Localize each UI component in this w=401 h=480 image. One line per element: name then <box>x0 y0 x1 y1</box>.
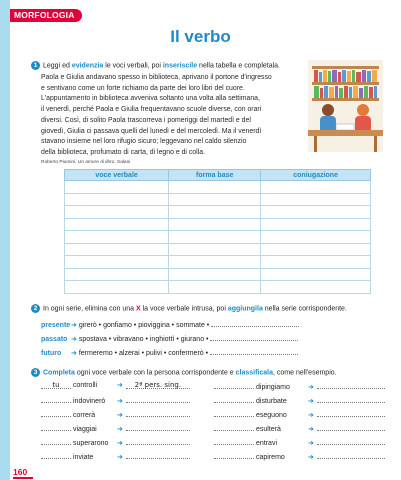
arrow-icon: ➜ <box>117 440 123 447</box>
exercise-number: 3 <box>31 368 40 377</box>
passage-source: Roberto Piumini, Un amore di libro, Salani <box>41 160 131 165</box>
classification-blank[interactable] <box>317 395 385 403</box>
person-blank[interactable] <box>41 395 71 403</box>
arrow-icon: ➜ <box>71 322 77 329</box>
verb-row-left <box>41 381 190 389</box>
person-blank[interactable] <box>41 409 71 417</box>
passage-line: L'appuntamento in biblioteca avveniva soltanto una volta alla settimana, <box>41 95 260 103</box>
person-blank[interactable] <box>41 451 71 459</box>
library-illustration <box>308 60 383 152</box>
table-cell[interactable] <box>169 268 261 281</box>
series-row-presente: presente➜ girerò • gonfiamo • pioviggina • sommate • <box>41 320 299 329</box>
table-cell[interactable] <box>169 256 261 269</box>
exercise-3-instruction: 3 Completa ogni voce verbale con la persona corrispondente e classificala, come nell'esempio. <box>31 368 337 377</box>
person-blank[interactable] <box>41 437 71 445</box>
table-row <box>65 268 371 281</box>
exercise-2-instruction: 2 In ogni serie, elimina con una X la voce verbale intrusa, poi aggiungila nella serie corrispondente. <box>31 304 347 313</box>
table-cell[interactable] <box>261 181 371 194</box>
arrow-icon: ➜ <box>308 398 314 405</box>
passage-line: il venerdì, perché Paola e Giulia frequentavano scuole diverse, con orari <box>41 106 262 114</box>
classification-blank[interactable] <box>317 381 385 389</box>
verb-row-left <box>41 409 190 419</box>
classification-blank[interactable] <box>126 423 190 431</box>
table-cell[interactable] <box>65 281 169 294</box>
verb-row-left <box>41 395 190 405</box>
verb-table <box>64 169 371 294</box>
table-cell[interactable] <box>169 281 261 294</box>
verb-row-right <box>214 437 385 447</box>
verb-row-right <box>214 423 385 433</box>
column-header: forma base <box>169 170 261 181</box>
verb-row-right <box>214 381 385 391</box>
verb-form: esulterà <box>256 426 281 433</box>
table-cell[interactable] <box>65 268 169 281</box>
classification-blank[interactable] <box>317 451 385 459</box>
person-blank[interactable]: tu <box>41 381 71 389</box>
table-header-row <box>65 170 371 181</box>
table-row <box>65 243 371 256</box>
verb-form: controlli <box>73 382 98 389</box>
verb-form: correrà <box>73 412 96 419</box>
verb-row-right <box>214 451 385 461</box>
verb-form: eseguono <box>256 412 287 419</box>
exercise-number: 2 <box>31 304 40 313</box>
classification-blank[interactable] <box>126 451 190 459</box>
table-cell[interactable] <box>169 218 261 231</box>
person-blank[interactable] <box>214 437 254 445</box>
table-cell[interactable] <box>261 243 371 256</box>
verb-form: indovinerò <box>73 398 106 405</box>
verb-row-right <box>214 395 385 405</box>
verb-form: viaggiai <box>73 426 97 433</box>
table-row <box>65 281 371 294</box>
table-cell[interactable] <box>65 181 169 194</box>
arrow-icon: ➜ <box>117 382 123 389</box>
table-row <box>65 256 371 269</box>
page-number-bar <box>13 477 33 479</box>
passage-line: della biblioteca, profumato di carta, di legno e di colla. <box>41 148 205 156</box>
table-cell[interactable] <box>261 193 371 206</box>
column-header: voce verbale <box>65 170 169 181</box>
arrow-icon: ➜ <box>117 412 123 419</box>
table-cell[interactable] <box>261 256 371 269</box>
classification-blank[interactable] <box>126 409 190 417</box>
verb-form: capiremo <box>256 454 285 461</box>
passage-line: diversi. Così, di solito Paola trascorreva i pomeriggi del martedì e del <box>41 116 251 124</box>
classification-blank[interactable] <box>317 423 385 431</box>
answer-blank[interactable] <box>211 320 299 327</box>
passage-line: e sentivano come un forte richiamo da parte dei loro libri del cuore. <box>41 84 245 92</box>
table-cell[interactable] <box>169 206 261 219</box>
exercise-number: 1 <box>31 61 40 70</box>
verb-form: inviate <box>73 454 94 461</box>
answer-blank[interactable] <box>210 348 298 355</box>
table-cell[interactable] <box>65 256 169 269</box>
verb-row-left <box>41 423 190 433</box>
person-blank[interactable] <box>41 423 71 431</box>
table-cell[interactable] <box>261 268 371 281</box>
table-cell[interactable] <box>169 231 261 244</box>
answer-blank[interactable] <box>210 334 298 341</box>
table-cell[interactable] <box>261 281 371 294</box>
verb-form: superarono <box>73 440 109 447</box>
verb-form: disturbate <box>256 398 287 405</box>
table-cell[interactable] <box>261 206 371 219</box>
left-margin-bar <box>0 0 10 480</box>
classification-blank[interactable] <box>317 409 385 417</box>
passage-line: Paola e Giulia andavano spesso in biblioteca, aprivano il portone d'ingresso <box>41 74 272 81</box>
passage-line: stavano insieme nel loro rifugio sicuro; leggevano nel caldo silenzio <box>41 138 247 146</box>
arrow-icon: ➜ <box>308 426 314 433</box>
verb-row-left <box>41 437 190 447</box>
verb-form: entravi <box>256 440 278 447</box>
verb-row-right <box>214 409 385 419</box>
person-blank[interactable] <box>214 423 254 431</box>
person-blank[interactable] <box>214 451 254 459</box>
arrow-icon: ➜ <box>71 336 77 343</box>
column-header: coniugazione <box>261 170 371 181</box>
table-cell[interactable] <box>169 193 261 206</box>
series-row-passato: passato ➜ spostava • vibravano • inghiottì • giurano • <box>41 334 298 343</box>
person-blank[interactable] <box>214 395 254 403</box>
verb-row-left <box>41 451 190 461</box>
table-cell[interactable] <box>65 193 169 206</box>
table-row <box>65 193 371 206</box>
table-cell[interactable] <box>169 181 261 194</box>
table-row <box>65 181 371 194</box>
series-row-futuro: futuro ➜ fermeremo • alzerai • pulivi • confermerò • <box>41 348 298 357</box>
table-cell[interactable] <box>65 218 169 231</box>
reading-passage <box>41 73 303 159</box>
arrow-icon: ➜ <box>308 384 314 391</box>
arrow-icon: ➜ <box>308 440 314 447</box>
exercise-1-instruction: 1 Leggi ed evidenzia le voci verbali, poi inseriscile nella tabella e completala. <box>31 61 280 70</box>
table-cell[interactable] <box>261 231 371 244</box>
classification-blank[interactable] <box>126 395 190 403</box>
table-cell[interactable] <box>261 218 371 231</box>
arrow-icon: ➜ <box>117 454 123 461</box>
passage-line: giovedì, Giulia ci passava quelli del lunedì e del mercoledì. Ma il venerdì <box>41 127 262 135</box>
arrow-icon: ➜ <box>71 350 77 357</box>
table-cell[interactable] <box>65 206 169 219</box>
verb-form: dipingiamo <box>256 384 290 391</box>
arrow-icon: ➜ <box>308 412 314 419</box>
classification-blank[interactable] <box>317 437 385 445</box>
arrow-icon: ➜ <box>117 398 123 405</box>
table-row <box>65 231 371 244</box>
page-title: Il verbo <box>170 27 231 46</box>
table-row <box>65 218 371 231</box>
table-cell[interactable] <box>65 243 169 256</box>
arrow-icon: ➜ <box>308 454 314 461</box>
person-blank[interactable] <box>214 381 254 389</box>
table-cell[interactable] <box>169 243 261 256</box>
classification-blank[interactable] <box>126 437 190 445</box>
arrow-icon: ➜ <box>117 426 123 433</box>
table-row <box>65 206 371 219</box>
person-blank[interactable] <box>214 409 254 417</box>
section-tag: MORFOLOGIA <box>10 9 82 22</box>
table-cell[interactable] <box>65 231 169 244</box>
page-number: 160 <box>13 467 28 477</box>
classification-blank[interactable]: 2ª pers. sing. <box>126 381 190 389</box>
